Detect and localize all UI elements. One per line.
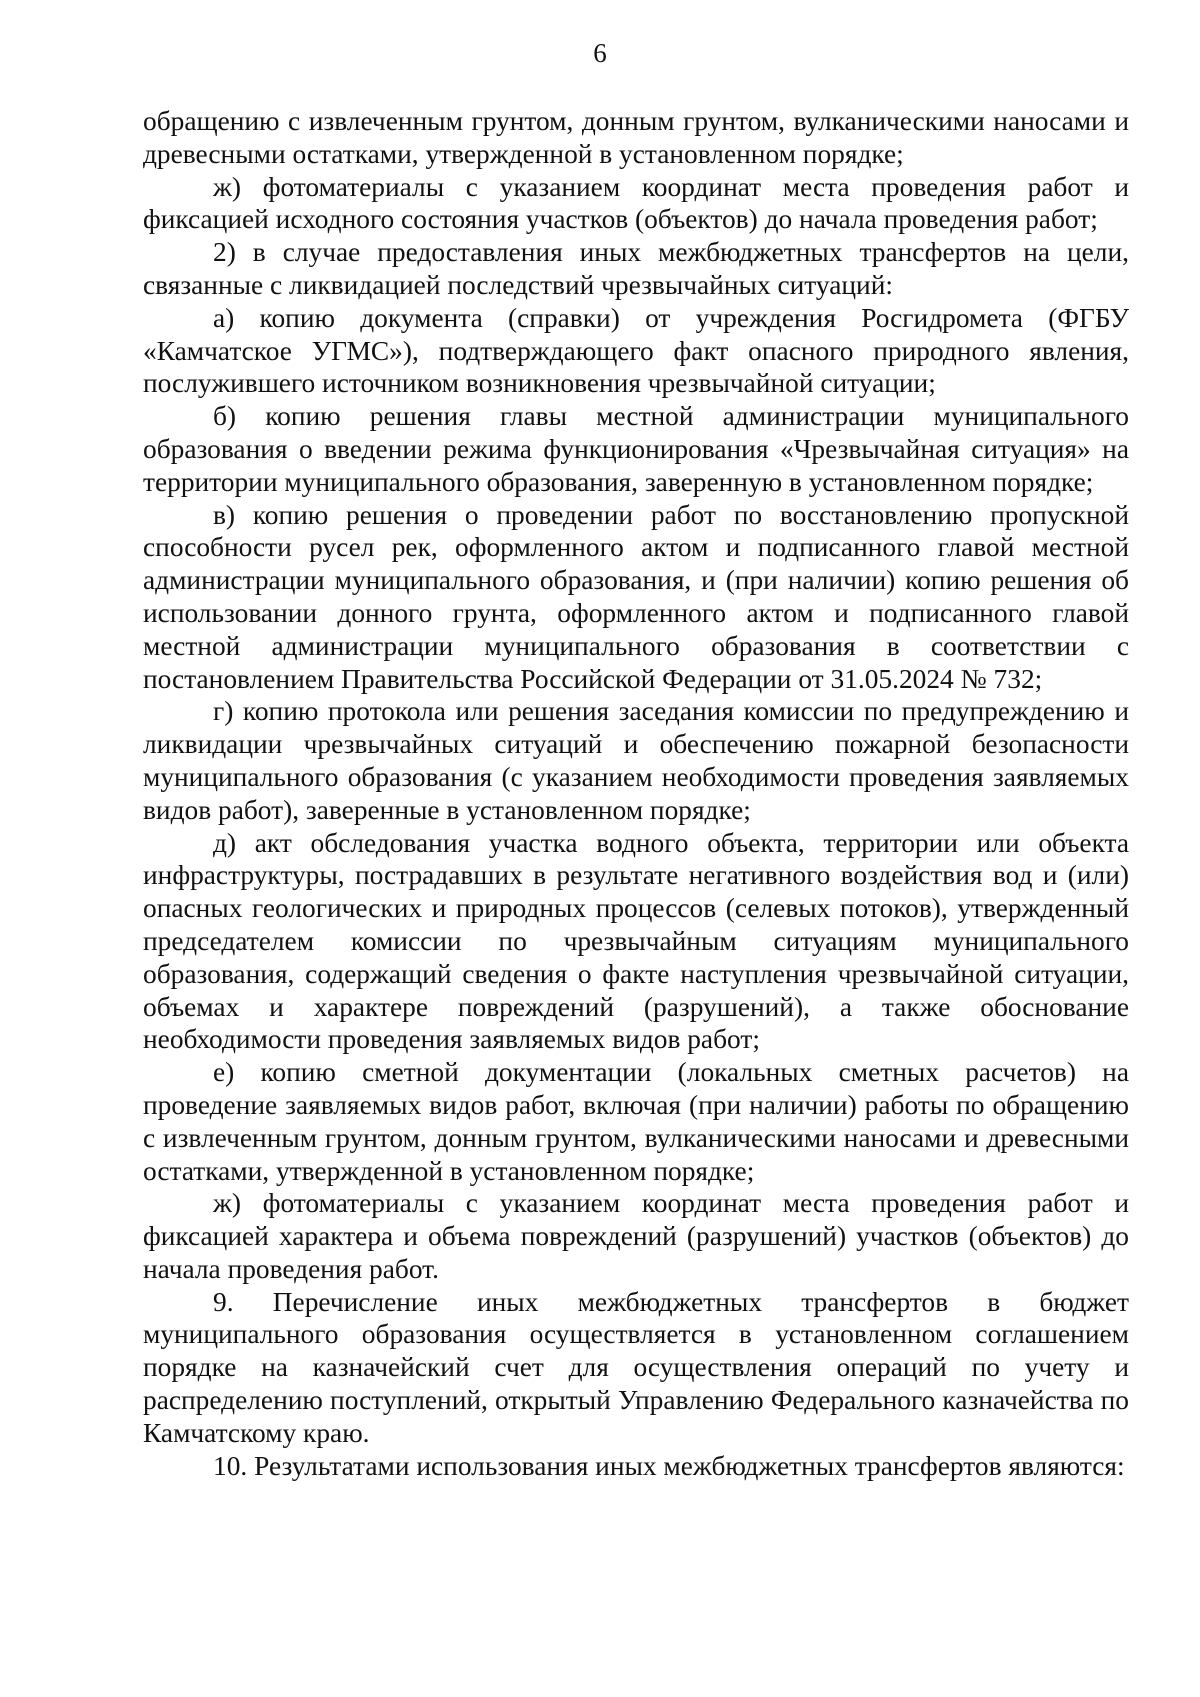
paragraph-item-a-rosgidromet: а) копию документа (справки) от учреждения Росгидромета (ФГБУ «Камчатское УГМС»), подтверждающего факт опасного природного явления, послужившего источником возникновения чрезвычайной ситуации; bbox=[143, 302, 1129, 399]
paragraph-item-b-decision: б) копию решения главы местной администрации муниципального образования о введении режима функционирования «Чрезвычайная ситуация» на территории муниципального образования, заверенную в установленном порядке; bbox=[143, 401, 1129, 497]
paragraph-item-g-protocol: г) копию протокола или решения заседания комиссии по предупреждению и ликвидации чрезвычайных ситуаций и обеспечению пожарной безопасности муниципального образования (с указанием необходимости проведения заявляемых видов работ), заверенные в установленном порядке; bbox=[143, 696, 1129, 825]
paragraph-item-v-riverbed: в) копию решения о проведении работ по восстановлению пропускной способности русел рек, оформленного актом и подписанного главой местной администрации муниципального образования, и (при наличии) копию решения об использовании донного грунта, оформленного актом и подписанного главой местной администрации муниципального образования в соответствии с постановлением Правительства Российской Федерации от 31.05.2024 № 732; bbox=[143, 499, 1129, 694]
paragraph-item-zh-photos-initial: ж) фотоматериалы с указанием координат места проведения работ и фиксацией исходного состояния участков (объектов) до начала проведения работ; bbox=[143, 171, 1129, 235]
paragraph-section-9-transfer: 9. Перечисление иных межбюджетных трансфертов в бюджет муниципального образования осуществляется в установленном соглашением порядке на казначейский счет для осуществления операций по учету и распределению поступлений, открытый Управлению Федерального казначейства по Камчатскому краю. bbox=[143, 1286, 1129, 1448]
paragraph-section-10-results: 10. Результатами использования иных межбюджетных трансфертов являются: bbox=[213, 1450, 1125, 1481]
document-body bbox=[143, 105, 1129, 1482]
paragraph-item-d-inspection-act: д) акт обследования участка водного объекта, территории или объекта инфраструктуры, пострадавших в результате негативного воздействия вод и (или) опасных геологических и природных процессов (селевых потоков), утвержденный председателем комиссии по чрезвычайным ситуациям муниципального образования, содержащий сведения о факте наступления чрезвычайной ситуации, объемах и характере повреждений (разрушений), а также обоснование необходимости проведения заявляемых видов работ; bbox=[143, 827, 1129, 1055]
page-number: 6 bbox=[593, 38, 607, 68]
paragraph-item-zh-photos-damage: ж) фотоматериалы с указанием координат места проведения работ и фиксацией характера и объема повреждений (разрушений) участков (объектов) до начала проведения работ. bbox=[143, 1188, 1129, 1284]
paragraph-item-e-estimates: е) копию сметной документации (локальных сметных расчетов) на проведение заявляемых видов работ, включая (при наличии) работы по обращению с извлеченным грунтом, донным грунтом, вулканическими наносами и древесными остатками, утвержденной в установленном порядке; bbox=[143, 1057, 1129, 1186]
paragraph-continuation: обращению с извлеченным грунтом, донным грунтом, вулканическими наносами и древесными остатками, утвержденной в установленном порядке; bbox=[143, 106, 1129, 169]
paragraph-item-2-emergency: 2) в случае предоставления иных межбюджетных трансфертов на цели, связанные с ликвидацией последствий чрезвычайных ситуаций: bbox=[143, 237, 1129, 300]
